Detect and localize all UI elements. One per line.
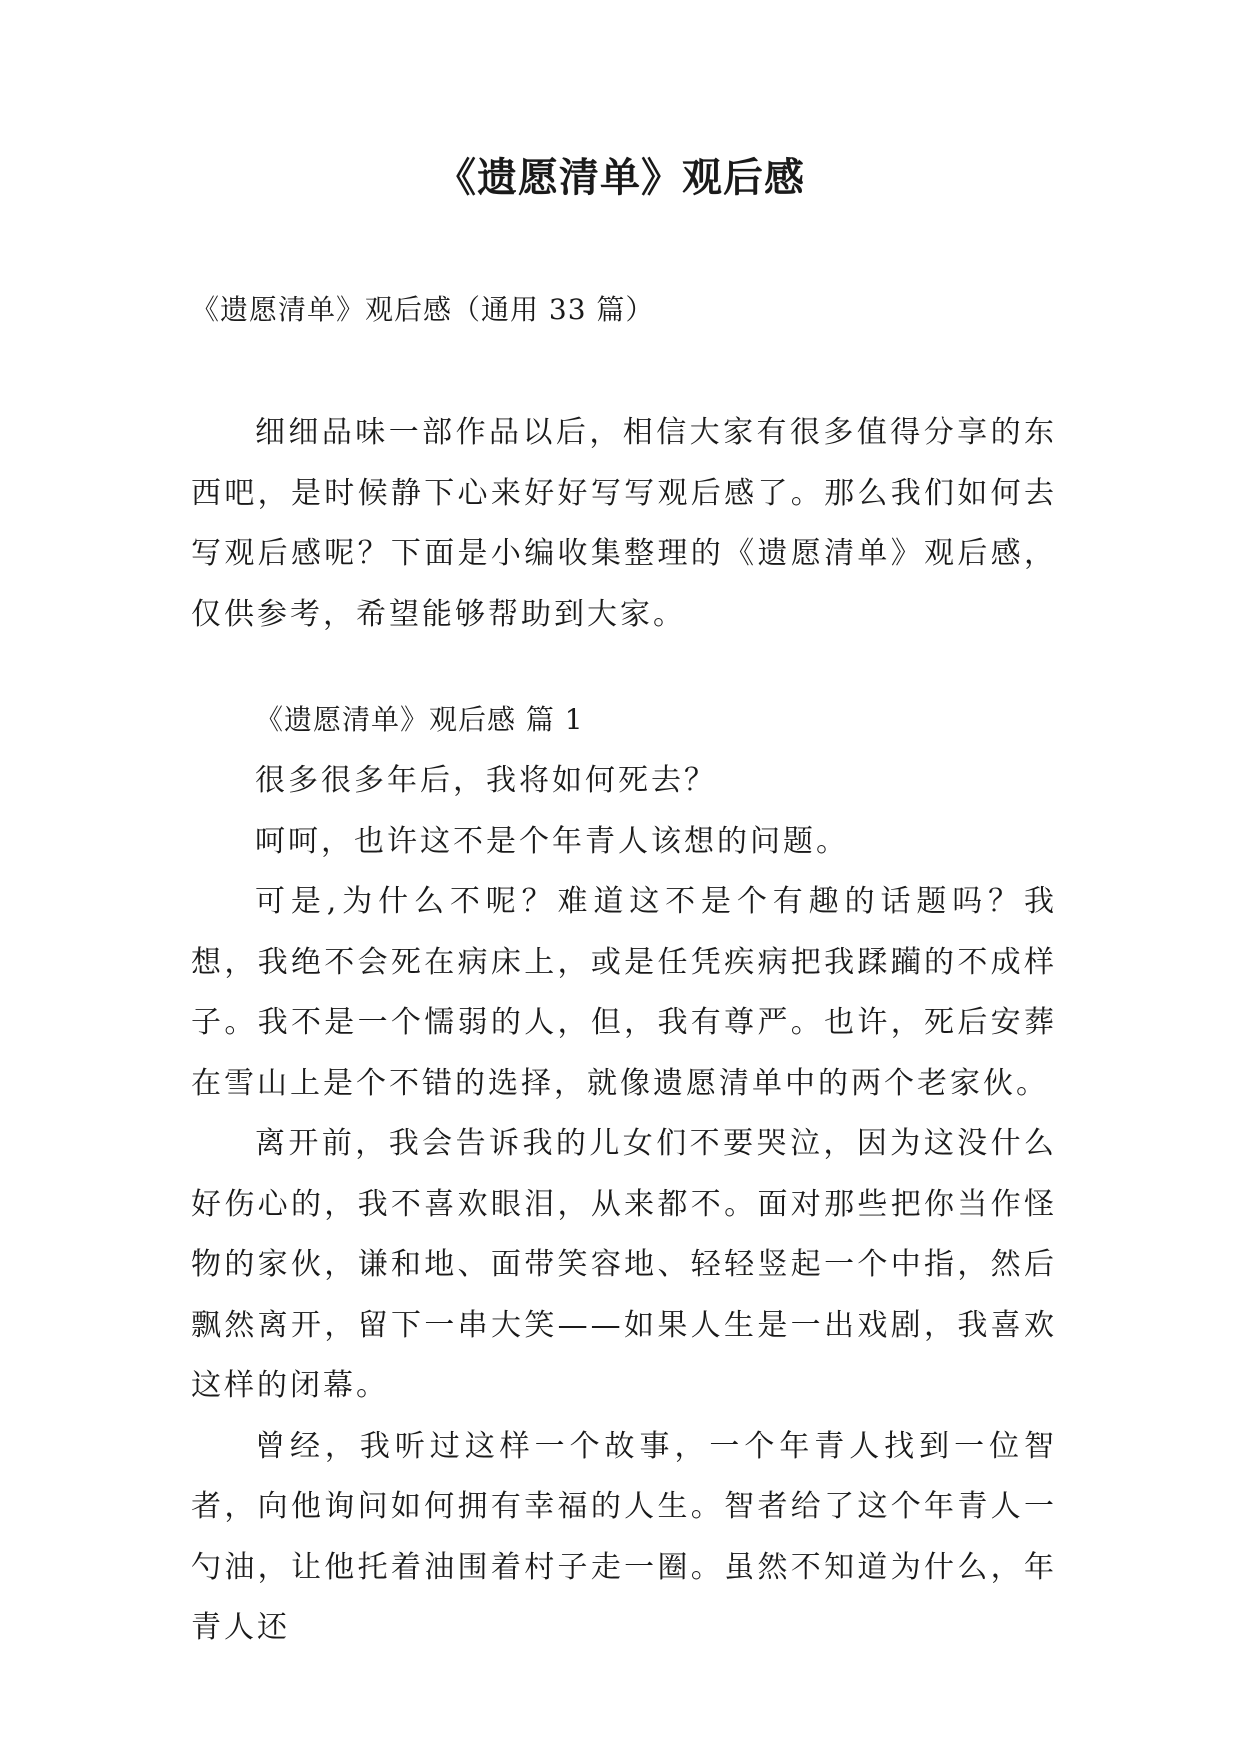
section-heading: 《遗愿清单》观后感 篇 1 bbox=[255, 703, 584, 736]
document-subtitle: 《遗愿清单》观后感（通用 33 篇） bbox=[191, 293, 655, 326]
article-paragraph: 离开前，我会告诉我的儿女们不要哭泣，因为这没什么好伤心的，我不喜欢眼泪，从来都不。面对那些把你当作怪物的家伙，谦和地、面带笑容地、轻轻竖起一个中指，然后飘然离开，留下一串大笑——如果人生是一出戏剧，我喜欢这样的闭幕。 bbox=[191, 1126, 1057, 1403]
article-paragraph: 可是,为什么不呢？难道这不是个有趣的话题吗？我想，我绝不会死在病床上，或是任凭疾病把我蹂躏的不成样子。我不是一个懦弱的人，但，我有尊严。也许，死后安葬在雪山上是个不错的选择，就像遗愿清单中的两个老家伙。 bbox=[191, 884, 1057, 1101]
intro-paragraph: 细细品味一部作品以后，相信大家有很多值得分享的东西吧，是时候静下心来好好写写观后感了。那么我们如何去写观后感呢？下面是小编收集整理的《遗愿清单》观后感，仅供参考，希望能够帮助到大家。 bbox=[191, 415, 1057, 632]
article-paragraph: 曾经，我听过这样一个故事，一个年青人找到一位智者，向他询问如何拥有幸福的人生。智者给了这个年青人一勺油，让他托着油围着村子走一圈。虽然不知道为什么，年青人还 bbox=[191, 1428, 1057, 1645]
article-paragraph: 呵呵，也许这不是个年青人该想的问题。 bbox=[255, 823, 849, 859]
article-paragraph: 很多很多年后，我将如何死去？ bbox=[255, 763, 717, 798]
article-body bbox=[191, 751, 1057, 1659]
document-title: 《遗愿清单》观后感 bbox=[436, 154, 805, 201]
